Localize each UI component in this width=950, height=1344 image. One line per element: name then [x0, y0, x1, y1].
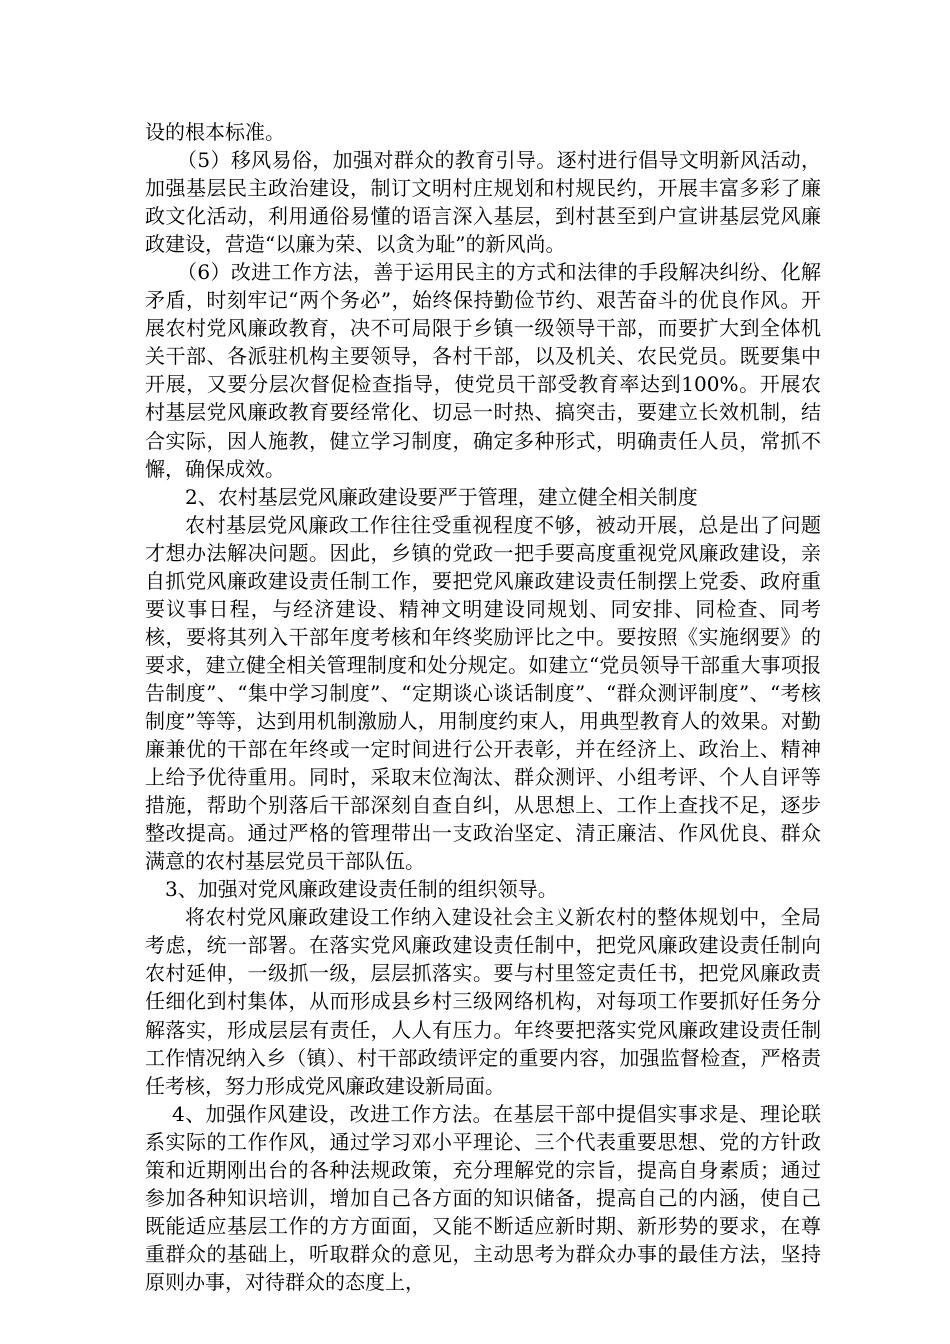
document-body: [145, 118, 821, 1296]
paragraph-item-5: （5）移风易俗，加强对群众的教育引导。逐村进行倡导文明新风活动，加强基层民主政治建设，制订文明村庄规划和村规民约，开展丰富多彩了廉政文化活动，利用通俗易懂的语言深入基层，到村甚至到户宣讲基层党风廉政建设，营造“以廉为荣、以贪为耻”的新风尚。: [145, 148, 821, 257]
section-heading-2: 2、农村基层党风廉政建设要严于管理，建立健全相关制度: [185, 484, 698, 509]
paragraph-item-6: （6）改进工作方法，善于运用民主的方式和法律的手段解决纠纷、化解矛盾，时刻牢记“两个务必”，始终保持勤俭节约、艰苦奋斗的优良作风。开展农村党风廉政教育，决不可局限于乡镇一级领导干部，而要扩大到全体机关干部、各派驻机构主要领导，各村干部，以及机关、农民党员。既要集中开展，又要分层次督促检查指导，使党员干部受教育率达到100%。开展农村基层党风廉政教育要经常化、切忌一时热、搞突击，要建立长效机制，结合实际，因人施教，健立学习制度，确定多种形式，明确责任人员，常抓不懈，确保成效。: [145, 260, 821, 481]
paragraph-section-4: 4、加强作风建设，改进工作方法。在基层干部中提倡实事求是、理论联系实际的工作作风，通过学习邓小平理论、三个代表重要思想、党的方针政策和近期刚出台的各种法规政策，充分理解党的宗旨，提高自身素质；通过参加各种知识培训，增加自己各方面的知识储备，提高自己的内涵，使自己既能适应基层工作的方方面面，又能不断适应新时期、新形势的要求，在尊重群众的基础上，听取群众的意见，主动思考为群众办事的最佳方法，坚持原则办事，对待群众的态度上，: [145, 1101, 821, 1294]
section-heading-3: 3、加强对党风廉政建设责任制的组织领导。: [165, 877, 558, 902]
paragraph-section-3-body: 将农村党风廉政建设工作纳入建设社会主义新农村的整体规划中，全局考虑，统一部署。在落实党风廉政建设责任制中，把党风廉政建设责任制向农村延伸，一级抓一级，层层抓落实。要与村里签定责任书，把党风廉政责任细化到村集体，从而形成县乡村三级网络机构，对每项工作要抓好任务分解落实，形成层层有责任，人人有压力。年终要把落实党风廉政建设责任制工作情况纳入乡（镇）、村干部政绩评定的重要内容，加强监督检查，严格责任考核，努力形成党风廉政建设新局面。: [145, 905, 821, 1098]
paragraph-section-2-body: 农村基层党风廉政工作往往受重视程度不够，被动开展，总是出了问题才想办法解决问题。因此，乡镇的党政一把手要高度重视党风廉政建设，亲自抓党风廉政建设责任制工作，要把党风廉政建设责任制摆上党委、政府重要议事日程，与经济建设、精神文明建设同规划、同安排、同检查、同考核，要将其列入干部年度考核和年终奖励评比之中。要按照《实施纲要》的要求，建立健全相关管理制度和处分规定。如建立“党员领导干部重大事项报告制度”、“集中学习制度”、“定期谈心谈话制度”、“群众测评制度”、“考核制度”等等，达到用机制激励人，用制度约束人，用典型教育人的效果。对勤廉兼优的干部在年终或一定时间进行公开表彰，并在经济上、政治上、精神上给予优待重用。同时，采取末位淘汰、群众测评、小组考评、个人自评等措施，帮助个别落后干部深刻自查自纠，从思想上、工作上查找不足，逐步整改提高。通过严格的管理带出一支政治坚定、清正廉洁、作风优良、群众满意的农村基层党员干部队伍。: [145, 512, 821, 874]
paragraph-continuation: 设的根本标准。: [145, 120, 285, 144]
